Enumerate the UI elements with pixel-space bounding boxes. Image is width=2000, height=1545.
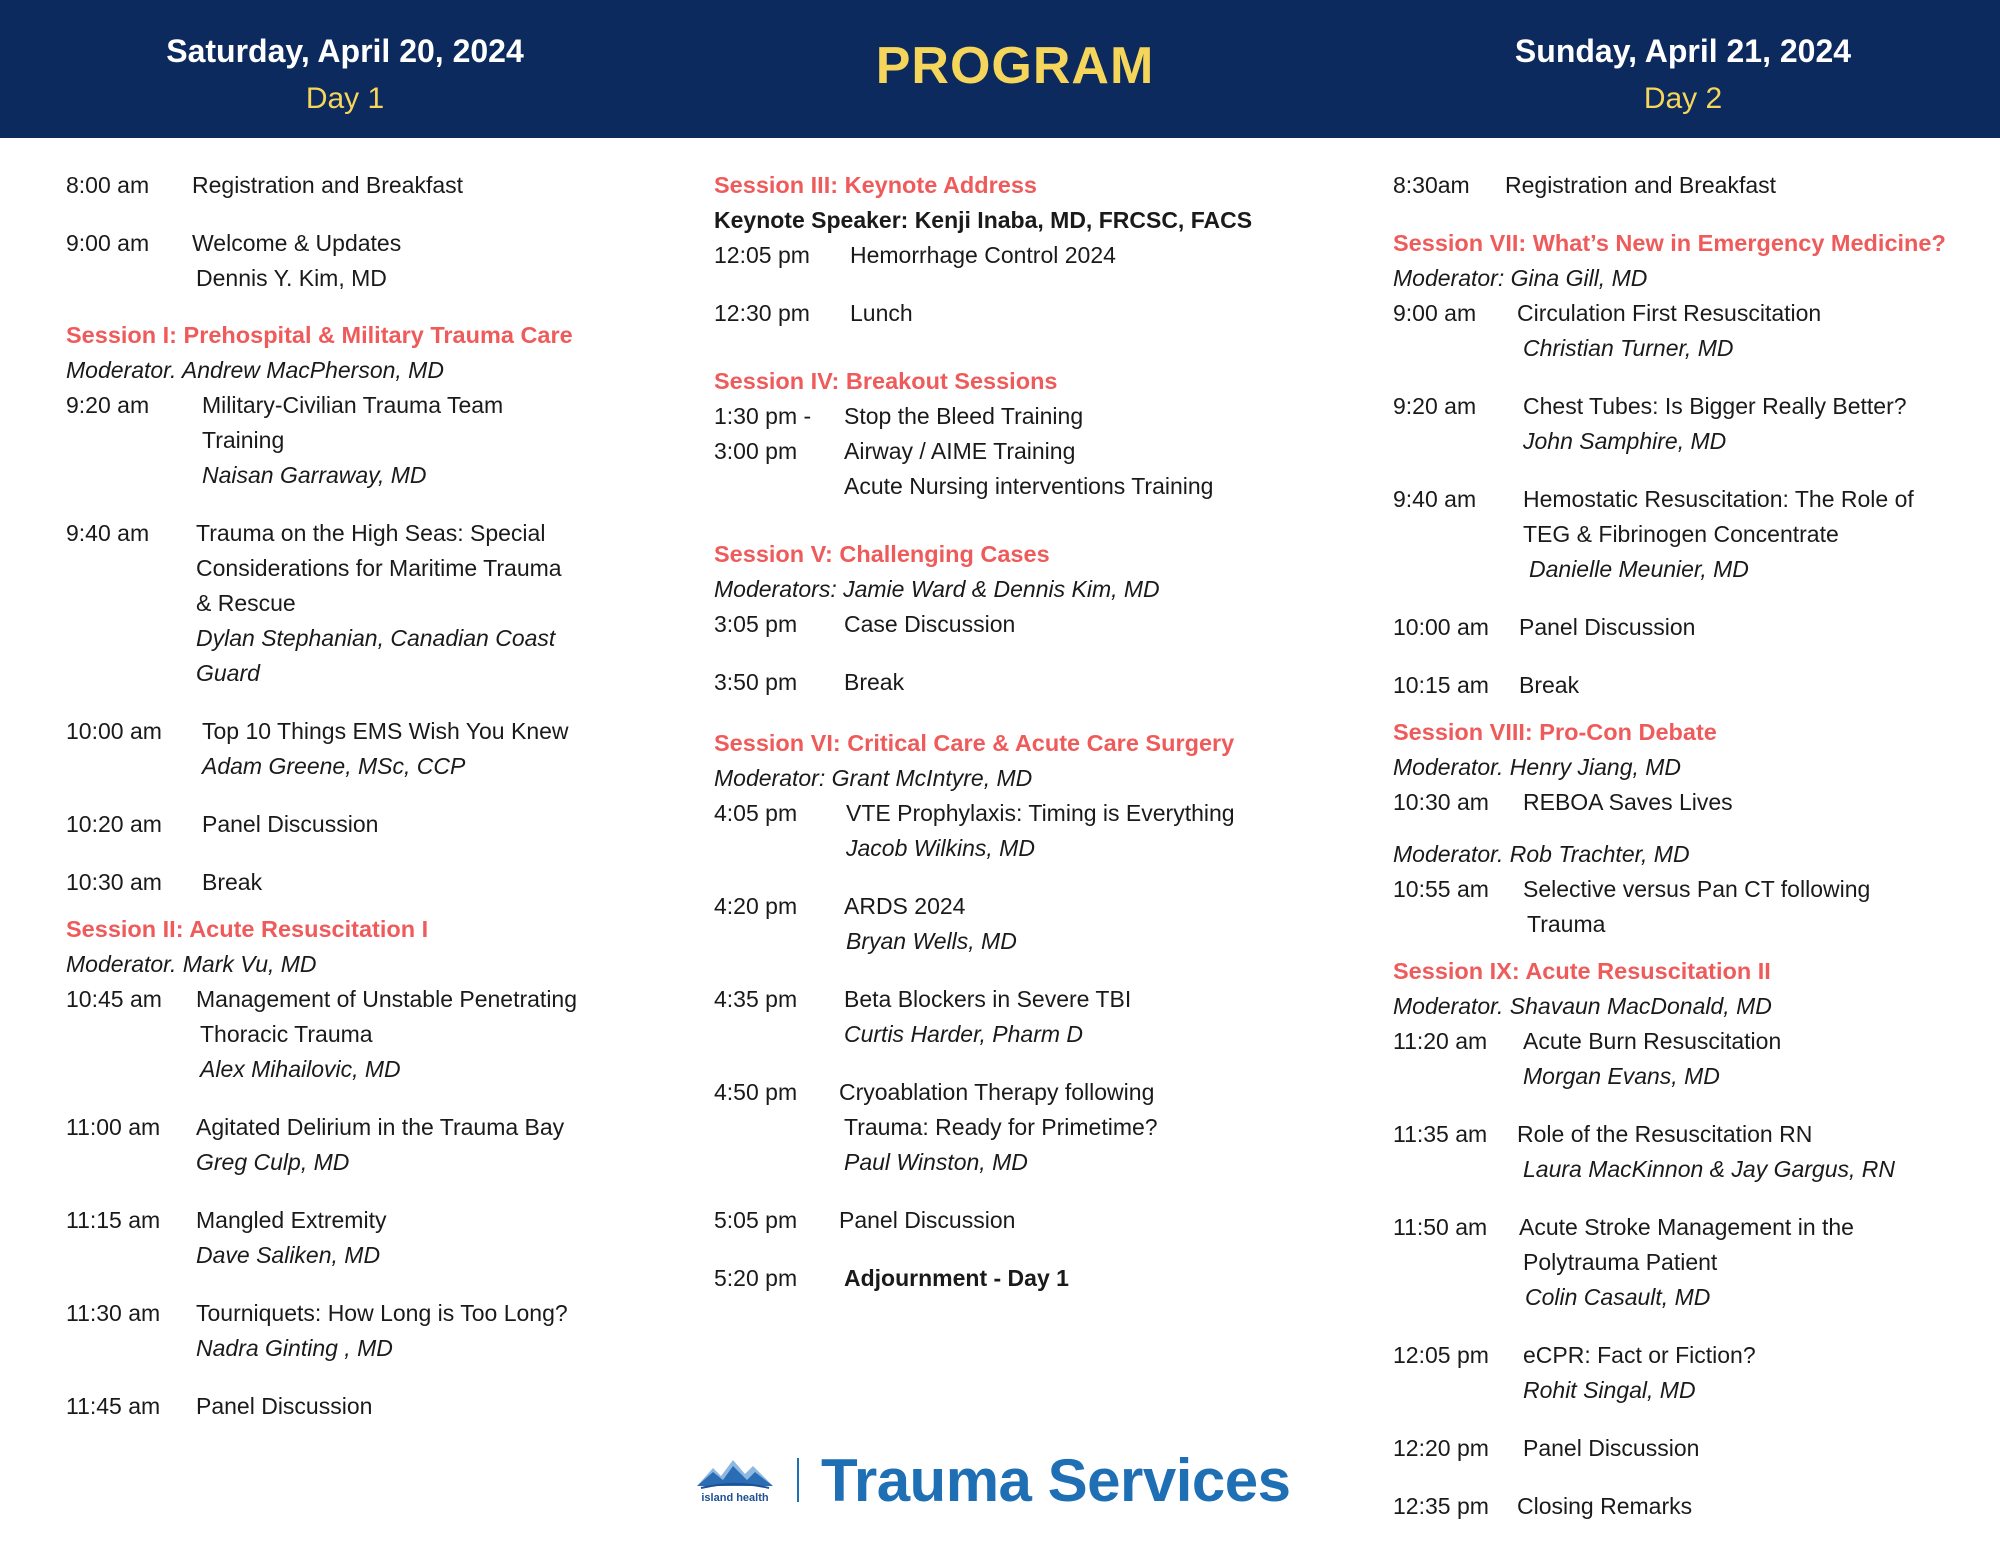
speaker: Laura MacKinnon & Jay Gargus, RN <box>1523 1156 1896 1182</box>
day2-heading <box>1433 30 1933 120</box>
speaker: Jacob Wilkins, MD <box>846 835 1035 861</box>
session-title: Session I: Prehospital & Military Trauma Care <box>66 322 573 348</box>
session-title: Session IX: Acute Resuscitation II <box>1393 958 1771 984</box>
title: Polytrauma Patient <box>1523 1249 1718 1275</box>
agenda-row <box>714 238 1354 273</box>
speaker: Alex Mihailovic, MD <box>200 1056 401 1082</box>
title: Circulation First Resuscitation <box>1517 300 1822 326</box>
session-title: Session VI: Critical Care & Acute Care Surgery <box>714 730 1235 756</box>
time: 11:20 am <box>1393 1028 1488 1054</box>
time: 11:00 am <box>66 1114 161 1140</box>
time: 5:05 pm <box>714 1207 798 1233</box>
title: Panel Discussion <box>839 1207 1016 1233</box>
agenda-row <box>1393 1489 1993 1524</box>
time: 11:50 am <box>1393 1214 1488 1240</box>
time: 12:35 pm <box>1393 1493 1489 1519</box>
speaker: Dennis Y. Kim, MD <box>196 265 387 291</box>
time: 11:35 am <box>1393 1121 1488 1147</box>
time: 5:20 pm <box>714 1265 798 1291</box>
agenda-row <box>66 982 666 1087</box>
title: Beta Blockers in Severe TBI <box>844 986 1132 1012</box>
agenda-row <box>714 296 1354 331</box>
time: 11:45 am <box>66 1393 161 1419</box>
title: ARDS 2024 <box>844 893 966 919</box>
time: 11:15 am <box>66 1207 161 1233</box>
agenda-row <box>1393 872 1993 942</box>
speaker: Curtis Harder, Pharm D <box>844 1021 1084 1047</box>
time: 4:20 pm <box>714 893 798 919</box>
title: Military-Civilian Trauma Team <box>202 392 504 418</box>
speaker: Bryan Wells, MD <box>846 928 1017 954</box>
time: 9:00 am <box>66 230 150 256</box>
time: 9:40 am <box>1393 486 1477 512</box>
speaker: Dave Saliken, MD <box>196 1242 381 1268</box>
moderator: Moderator. Andrew MacPherson, MD <box>66 357 444 383</box>
speaker: Colin Casault, MD <box>1525 1284 1711 1310</box>
title: TEG & Fibrinogen Concentrate <box>1523 521 1839 547</box>
agenda-row <box>66 168 666 203</box>
time: 8:30am <box>1393 172 1470 198</box>
speaker: Naisan Garraway, MD <box>202 462 427 488</box>
speaker: John Samphire, MD <box>1523 428 1727 454</box>
title: Chest Tubes: Is Bigger Really Better? <box>1523 393 1907 419</box>
agenda-row <box>66 865 666 900</box>
agenda-row <box>1393 296 1993 366</box>
agenda-row <box>1393 1117 1993 1187</box>
session-title: Session III: Keynote Address <box>714 172 1037 198</box>
title: Airway / AIME Training <box>844 438 1076 464</box>
time: 12:20 pm <box>1393 1435 1489 1461</box>
agenda-row <box>1393 482 1993 587</box>
title: Trauma <box>1527 911 1606 937</box>
time: 10:00 am <box>66 718 162 744</box>
keynote-speaker: Keynote Speaker: Kenji Inaba, MD, FRCSC, FACS <box>714 207 1253 233</box>
title: Trauma: Ready for Primetime? <box>844 1114 1158 1140</box>
moderator: Moderators: Jamie Ward & Dennis Kim, MD <box>714 576 1160 602</box>
title: Panel Discussion <box>1519 614 1696 640</box>
time: 9:40 am <box>66 520 150 546</box>
time: 9:20 am <box>66 392 150 418</box>
time: 12:05 pm <box>714 242 810 268</box>
title: Agitated Delirium in the Trauma Bay <box>196 1114 565 1140</box>
title: Thoracic Trauma <box>200 1021 373 1047</box>
session-title: Session VIII: Pro-Con Debate <box>1393 719 1717 745</box>
time: 10:30 am <box>66 869 162 895</box>
title: Break <box>1519 672 1580 698</box>
title: Role of the Resuscitation RN <box>1517 1121 1813 1147</box>
session-title: Session IV: Breakout Sessions <box>714 368 1058 394</box>
agenda-row <box>714 1075 1354 1180</box>
agenda-row <box>1393 1338 1993 1408</box>
title: VTE Prophylaxis: Timing is Everything <box>846 800 1235 826</box>
agenda-row <box>714 796 1354 866</box>
time: 3:05 pm <box>714 611 798 637</box>
agenda-row <box>714 607 1354 642</box>
speaker: Paul Winston, MD <box>844 1149 1028 1175</box>
program-title: PROGRAM <box>875 37 1155 95</box>
moderator: Moderator: Gina Gill, MD <box>1393 265 1648 291</box>
agenda-row <box>1393 1431 1993 1466</box>
day1-afternoon-column <box>714 168 1354 1296</box>
title: REBOA Saves Lives <box>1523 789 1733 815</box>
title: Case Discussion <box>844 611 1016 637</box>
agenda-row <box>66 1110 666 1180</box>
day1-heading <box>95 30 595 120</box>
session-title: Session V: Challenging Cases <box>714 541 1050 567</box>
agenda-row <box>66 714 666 784</box>
time: 10:45 am <box>66 986 162 1012</box>
agenda-row <box>714 1261 1354 1296</box>
agenda-row <box>66 807 666 842</box>
speaker: Greg Culp, MD <box>196 1149 350 1175</box>
title: Hemostatic Resuscitation: The Role of <box>1523 486 1914 512</box>
time: 12:05 pm <box>1393 1342 1489 1368</box>
moderator: Moderator. Mark Vu, MD <box>66 951 317 977</box>
agenda-row <box>66 226 666 296</box>
agenda-row <box>1393 668 1993 703</box>
title: Closing Remarks <box>1517 1493 1693 1519</box>
moderator: Moderator. Henry Jiang, MD <box>1393 754 1682 780</box>
time: 10:55 am <box>1393 876 1489 902</box>
title: Registration and Breakfast <box>1505 172 1777 198</box>
day2-date: Sunday, April 21, 2024 <box>1514 33 1852 69</box>
title: Tourniquets: How Long is Too Long? <box>196 1300 568 1326</box>
logo-divider <box>797 1458 799 1502</box>
agenda-row <box>714 665 1354 700</box>
agenda-row <box>714 1203 1354 1238</box>
time: 4:50 pm <box>714 1079 798 1105</box>
mountains-icon <box>697 1456 773 1490</box>
speaker: Morgan Evans, MD <box>1523 1063 1720 1089</box>
title: Hemorrhage Control 2024 <box>850 242 1116 268</box>
title: eCPR: Fact or Fiction? <box>1523 1342 1756 1368</box>
title: Mangled Extremity <box>196 1207 387 1233</box>
agenda-row <box>714 889 1354 959</box>
title: Management of Unstable Penetrating <box>196 986 578 1012</box>
adjournment: Adjournment - Day 1 <box>844 1265 1069 1291</box>
agenda-row <box>66 1203 666 1273</box>
title: Stop the Bleed Training <box>844 403 1084 429</box>
title: Break <box>202 869 263 895</box>
agenda-row <box>1393 1210 1993 1315</box>
title: Acute Burn Resuscitation <box>1523 1028 1782 1054</box>
time: 9:20 am <box>1393 393 1477 419</box>
title: Cryoablation Therapy following <box>839 1079 1155 1105</box>
title: & Rescue <box>196 590 296 616</box>
logo-text: island health <box>701 1492 769 1504</box>
title: Training <box>202 427 285 453</box>
title: Panel Discussion <box>196 1393 373 1419</box>
agenda-row <box>1393 785 1993 820</box>
agenda-row <box>66 388 666 493</box>
speaker: Dylan Stephanian, Canadian Coast <box>196 625 556 651</box>
session-title: Session VII: What’s New in Emergency Medicine? <box>1393 230 1946 256</box>
agenda-row <box>1393 168 1993 203</box>
day1-morning-column <box>66 168 666 1424</box>
title: Top 10 Things EMS Wish You Knew <box>202 718 569 744</box>
title: Lunch <box>850 300 913 326</box>
title: Registration and Breakfast <box>192 172 464 198</box>
agenda-row <box>1393 610 1993 645</box>
speaker: Christian Turner, MD <box>1523 335 1734 361</box>
day1-date: Saturday, April 20, 2024 <box>166 33 524 69</box>
agenda-row <box>66 516 666 691</box>
agenda-row <box>66 1296 666 1366</box>
moderator: Moderator. Rob Trachter, MD <box>1393 841 1690 867</box>
title: Acute Stroke Management in the <box>1519 1214 1854 1240</box>
time: 10:30 am <box>1393 789 1489 815</box>
title: Acute Nursing interventions Training <box>844 473 1214 499</box>
agenda-row <box>1393 389 1993 459</box>
agenda-row <box>66 1389 666 1424</box>
speaker: Guard <box>196 660 260 686</box>
island-health-logo <box>695 1456 775 1504</box>
time: 10:20 am <box>66 811 162 837</box>
title: Welcome & Updates <box>192 230 402 256</box>
time: 8:00 am <box>66 172 150 198</box>
title: Trauma on the High Seas: Special <box>196 520 546 546</box>
agenda-row <box>714 982 1354 1052</box>
day2-column <box>1393 168 1993 1524</box>
time: 1:30 pm - <box>714 403 812 429</box>
time: 4:35 pm <box>714 986 798 1012</box>
title: Panel Discussion <box>202 811 379 837</box>
title: Break <box>844 669 905 695</box>
day2-label: Day 2 <box>1643 82 1723 115</box>
time: 3:50 pm <box>714 669 798 695</box>
speaker: Rohit Singal, MD <box>1523 1377 1696 1403</box>
day1-label: Day 1 <box>305 82 385 115</box>
time: 4:05 pm <box>714 800 798 826</box>
time: 11:30 am <box>66 1300 161 1326</box>
session-title: Session II: Acute Resuscitation I <box>66 916 429 942</box>
speaker: Adam Greene, MSc, CCP <box>202 753 466 779</box>
time: 10:15 am <box>1393 672 1489 698</box>
title: Selective versus Pan CT following <box>1523 876 1871 902</box>
time: 12:30 pm <box>714 300 810 326</box>
trauma-services-logo <box>695 1440 1290 1520</box>
time: 9:00 am <box>1393 300 1477 326</box>
brand-name: Trauma Services <box>821 1446 1291 1514</box>
time: 10:00 am <box>1393 614 1489 640</box>
agenda-row <box>1393 1024 1993 1094</box>
title: Considerations for Maritime Trauma <box>196 555 562 581</box>
moderator: Moderator. Shavaun MacDonald, MD <box>1393 993 1772 1019</box>
time: 3:00 pm <box>714 438 798 464</box>
title: Panel Discussion <box>1523 1435 1700 1461</box>
speaker: Danielle Meunier, MD <box>1529 556 1749 582</box>
moderator: Moderator: Grant McIntyre, MD <box>714 765 1033 791</box>
program-header <box>0 0 2000 138</box>
speaker: Nadra Ginting , MD <box>196 1335 393 1361</box>
agenda-row <box>714 399 1354 504</box>
